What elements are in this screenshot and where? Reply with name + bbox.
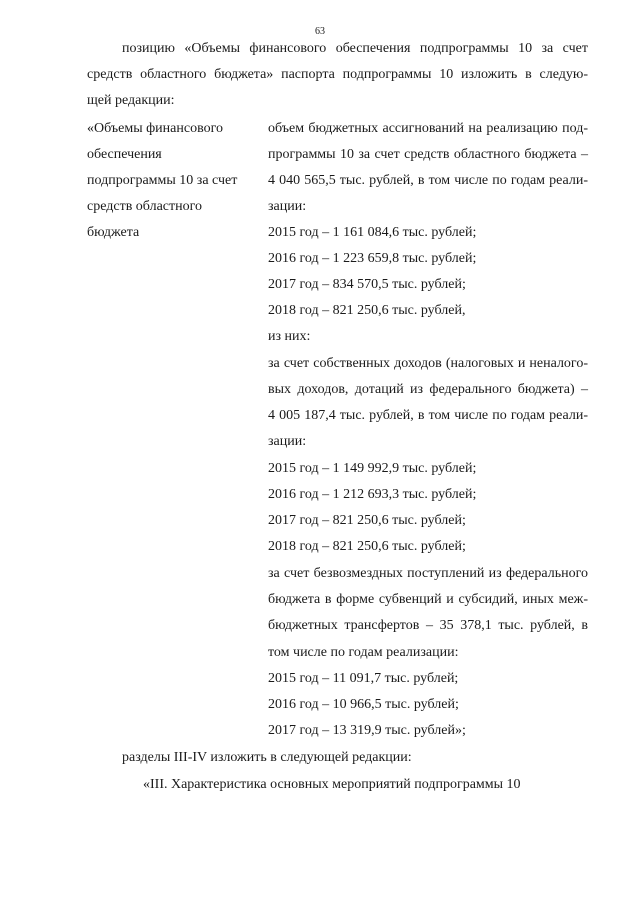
left-column-line-4: средств областного [87, 199, 203, 214]
right-column-line-19: бюджета в форме субвенций и субсидий, иных меж- [268, 592, 588, 607]
right-column-line-9: из них: [268, 329, 311, 344]
right-column-line-17: 2018 год – 821 250,6 тыс. рублей; [268, 539, 466, 554]
right-column-line-24: 2017 год – 13 319,9 тыс. рублей»; [268, 723, 466, 738]
right-column-line-18: за счет безвозмездных поступлений из федерального [268, 566, 588, 581]
right-column-line-6: 2016 год – 1 223 659,8 тыс. рублей; [268, 251, 477, 266]
right-column-line-22: 2015 год – 11 091,7 тыс. рублей; [268, 671, 459, 686]
left-column-line-2: обеспечения [87, 147, 162, 162]
right-column-line-14: 2015 год – 1 149 992,9 тыс. рублей; [268, 461, 477, 476]
right-column-line-12: 4 005 187,4 тыс. рублей, в том числе по годам реали- [268, 408, 588, 423]
section-heading: «III. Характеристика основных мероприятий подпрограммы 10 [143, 777, 521, 792]
right-column-line-1: объем бюджетных ассигнований на реализацию под- [268, 121, 588, 136]
closing-line: разделы III-IV изложить в следующей редакции: [122, 750, 412, 765]
right-column-line-13: зации: [268, 434, 307, 449]
intro-line-1: позицию «Объемы финансового обеспечения подпрограммы 10 за счет [122, 41, 588, 56]
left-column-line-1: «Объемы финансового [87, 121, 223, 136]
right-column-line-10: за счет собственных доходов (налоговых и неналого- [268, 356, 588, 371]
left-column-line-3: подпрограммы 10 за счет [87, 173, 238, 188]
right-column-line-16: 2017 год – 821 250,6 тыс. рублей; [268, 513, 466, 528]
right-column-line-23: 2016 год – 10 966,5 тыс. рублей; [268, 697, 459, 712]
intro-line-2: средств областного бюджета» паспорта подпрограммы 10 изложить в следую- [87, 67, 588, 82]
right-column-line-11: вых доходов, дотаций из федерального бюджета) – [268, 382, 588, 397]
right-column-line-3: 4 040 565,5 тыс. рублей, в том числе по годам реали- [268, 173, 588, 188]
right-column-line-8: 2018 год – 821 250,6 тыс. рублей, [268, 303, 466, 318]
intro-line-3: щей редакции: [87, 93, 175, 108]
right-column-line-5: 2015 год – 1 161 084,6 тыс. рублей; [268, 225, 477, 240]
right-column-line-7: 2017 год – 834 570,5 тыс. рублей; [268, 277, 466, 292]
right-column-line-20: бюджетных трансфертов – 35 378,1 тыс. рублей, в [268, 618, 588, 633]
right-column-line-4: зации: [268, 199, 307, 214]
left-column-line-5: бюджета [87, 225, 140, 240]
page-number: 63 [315, 26, 325, 37]
right-column-line-21: том числе по годам реализации: [268, 645, 459, 660]
right-column-line-15: 2016 год – 1 212 693,3 тыс. рублей; [268, 487, 477, 502]
right-column-line-2: программы 10 за счет средств областного бюджета – [268, 147, 588, 162]
